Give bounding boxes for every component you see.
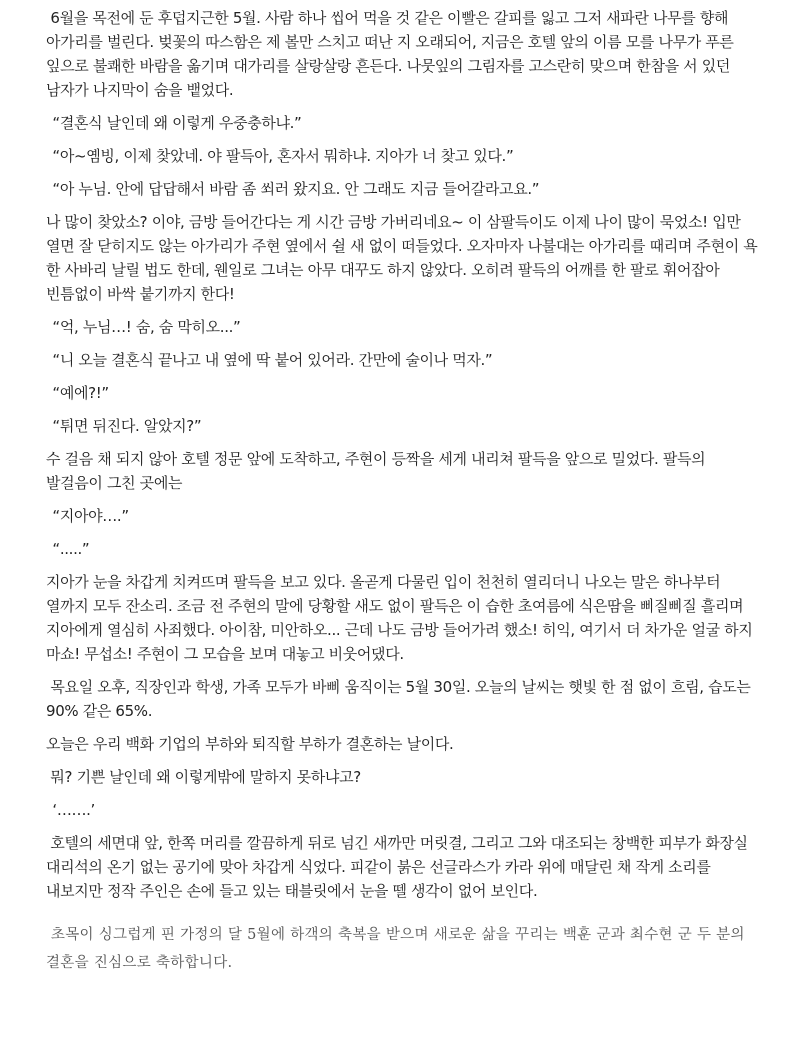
paragraph-7: “니 오늘 결혼식 끝나고 내 옆에 딱 붙어 있어라. 간만에 술이나 먹자.” xyxy=(48,351,493,369)
paragraph-5: 나 많이 찾았소? 이야, 금방 들어간다는 게 시간 금방 가버리네요~ 이 삼팔득이도 이제 나이 많이 묵었소! 입만 열면 잘 닫히지도 않는 아가리가 주현 옆에서 쉴 새 없이 떠들었다. 오자마자 나불대는 아가리를 때리며 주현이 욕 한 사바리 날릴 법도 한데, 웬일로 그녀는 아무 대꾸도 하지 않았다. 오히려 팔득의 어깨를 한 팔로 휘어잡아 빈틈없이 바싹 붙기까지 한다! xyxy=(46,213,762,303)
paragraph-9: “튀면 뒤진다. 알았지?” xyxy=(48,417,202,435)
paragraph-16: 뭐? 기쁜 날인데 왜 이렇게밖에 말하지 못하냐고? xyxy=(46,768,361,786)
paragraph-13: 지아가 눈을 차갑게 치켜뜨며 팔득을 보고 있다. 올곧게 다물린 입이 천천히 열리더니 나오는 말은 하나부터 열까지 모두 잔소리. 조금 전 주현의 말에 당황할 새도 없이 팔득은 이 습한 초여름에 식은땀을 삐질삐질 흘리며 지아에게 열심히 사죄했다. 아이참, 미안하오... 근데 나도 금방 들어가려 했소! 히익, 여기서 더 차가운 얼굴 하지 마쇼! 무섭소! 주현이 그 모습을 보며 대놓고 비웃어댔다. xyxy=(46,573,757,663)
paragraph-6: “억, 누님…! 숨, 숨 막히오...” xyxy=(48,318,241,336)
paragraph-8: “예에?!” xyxy=(48,384,109,402)
paragraph-10: 수 걸음 채 되지 않아 호텔 정문 앞에 도착하고, 주현이 등짝을 세게 내리쳐 팔득을 앞으로 밀었다. 팔득의 발걸음이 그친 곳에는 xyxy=(46,450,710,492)
paragraph-17: ‘…….’ xyxy=(48,801,95,819)
paragraph-15: 오늘은 우리 백화 기업의 부하와 퇴직할 부하가 결혼하는 날이다. xyxy=(46,735,454,753)
paragraph-11: “지아야….” xyxy=(48,507,129,525)
congratulation-footer: 초목이 싱그럽게 핀 가정의 달 5월에 하객의 축복을 받으며 새로운 삶을 꾸리는 백훈 군과 최수현 군 두 분의 결혼을 진심으로 축하합니다. xyxy=(46,927,750,971)
paragraph-18: 호텔의 세면대 앞, 한쪽 머리를 깔끔하게 뒤로 넘긴 새까만 머릿결, 그리고 그와 대조되는 창백한 피부가 화장실 대리석의 온기 없는 공기에 맞아 차갑게 식었다. 피같이 붉은 선글라스가 카라 위에 매달린 채 작게 소리를 내보지만 정작 주인은 손에 들고 있는 태블릿에서 눈을 뗄 생각이 없어 보인다. xyxy=(46,834,753,900)
paragraph-14: 목요일 오후, 직장인과 학생, 가족 모두가 바삐 움직이는 5월 30일. 오늘의 날씨는 햇빛 한 점 없이 흐림, 습도는 90% 같은 65%. xyxy=(46,678,755,720)
paragraph-4: “아 누님. 안에 답답해서 바람 좀 쐬러 왔지요. 안 그래도 지금 들어갈라고요.” xyxy=(48,180,540,198)
paragraph-12: “.....” xyxy=(48,540,90,558)
paragraph-3: “아~옘빙, 이제 찾았네. 야 팔득아, 혼자서 뭐하냐. 지아가 너 찾고 있다.” xyxy=(48,147,514,165)
paragraph-1: 6월을 목전에 둔 후덥지근한 5월. 사람 하나 씹어 먹을 것 같은 이빨은 갈피를 잃고 그저 새파란 나무를 향해 아가리를 벌린다. 벚꽃의 따스함은 제 볼만 스치고 떠난 지 오래되어, 지금은 호텔 앞의 이름 모를 나무가 푸른 잎으로 불쾌한 바람을 옮기며 대가리를 살랑살랑 흔든다. 나뭇잎의 그림자를 고스란히 맞으며 한참을 서 있던 남자가 나지막이 숨을 뱉었다. xyxy=(46,9,738,99)
paragraph-2: “결혼식 날인데 왜 이렇게 우중충하냐.” xyxy=(48,114,302,132)
